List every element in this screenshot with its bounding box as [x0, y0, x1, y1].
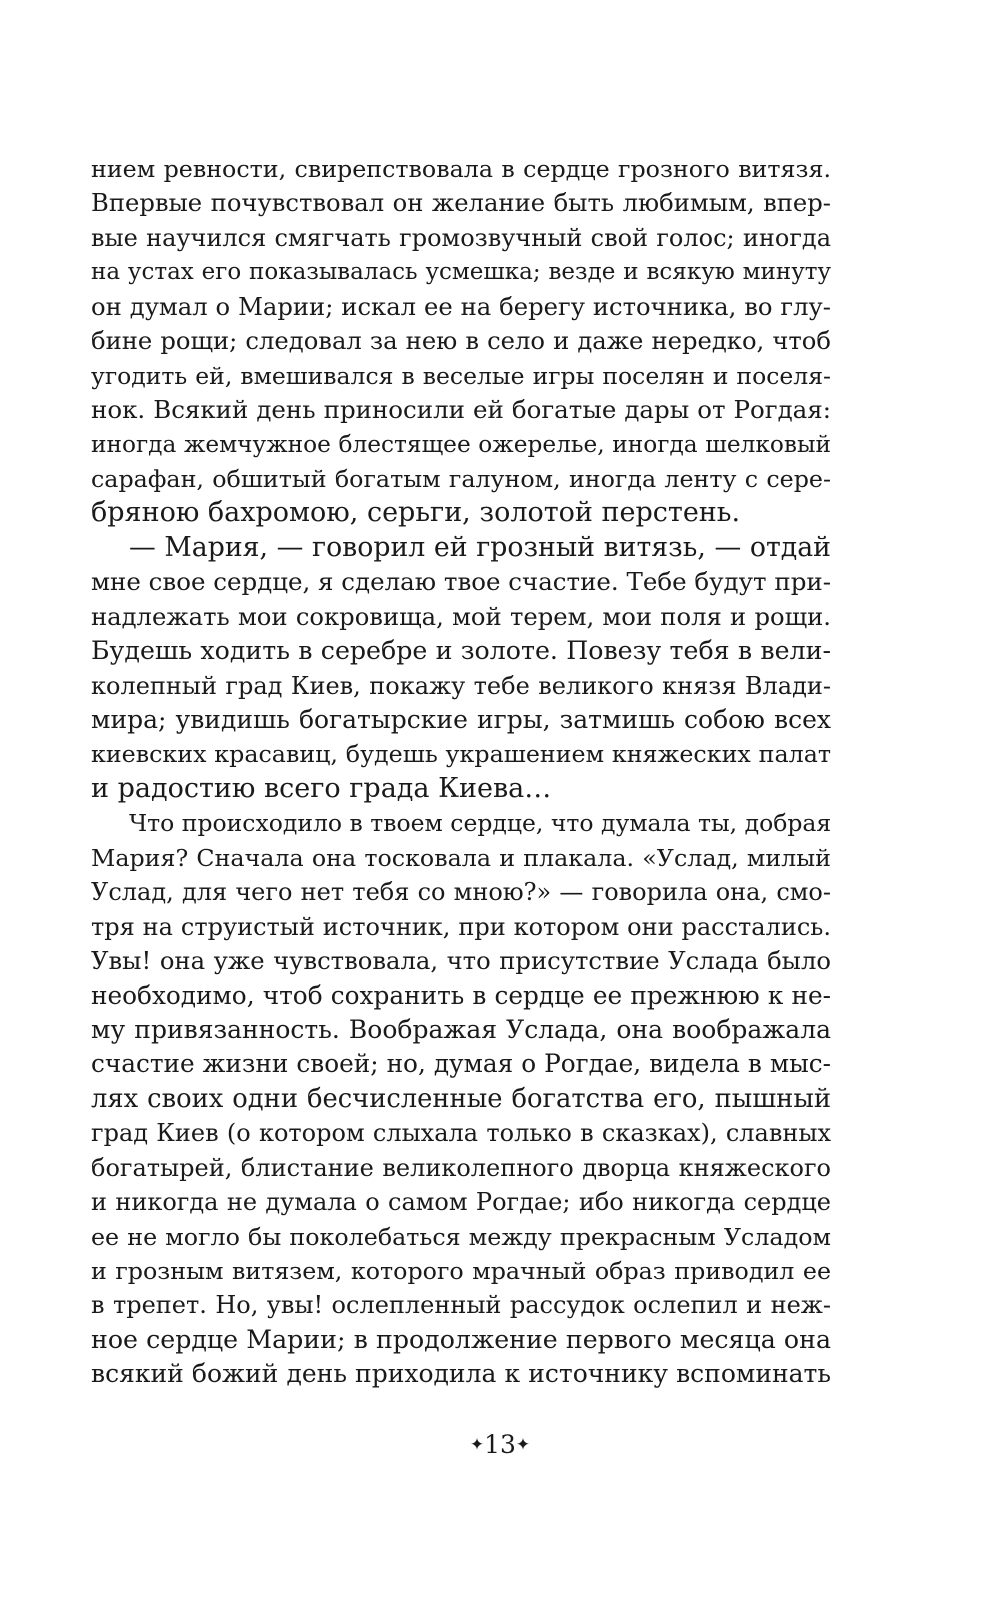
text-line: бряною бахромою, серьги, золотой перстень. — [91, 497, 741, 529]
text-line: нок. Всякий день приносили ей богатые дары от Рогдая: — [91, 395, 831, 425]
star-ornament-icon: ✦ — [469, 1435, 485, 1455]
text-line: и грозным витязем, которого мрачный образ приводил ее — [91, 1257, 831, 1285]
text-line: богатырей, блистание великолепного дворца княжеского — [91, 1153, 831, 1182]
paragraph — [91, 152, 831, 531]
paragraph — [91, 531, 831, 807]
text-line: всякий божий день приходила к источнику вспоминать — [91, 1359, 831, 1389]
text-line: угодить ей, вмешивался в веселые игры поселян и поселя- — [91, 361, 831, 390]
star-ornament-icon: ✦ — [515, 1435, 531, 1455]
text-line: мира; увидишь богатырские игры, затмишь собою всех — [91, 705, 831, 734]
page-number-folio — [0, 1430, 1000, 1460]
text-line: он думал о Марии; искал ее на берегу источника, во глу- — [91, 291, 831, 321]
text-line: сарафан, обшитый богатым галуном, иногда ленту с сере- — [91, 464, 831, 493]
text-line: Впервые почувствовал он желание быть любимым, впер- — [91, 188, 831, 218]
text-line: ее не могло бы поколебаться между прекрасным Усладом — [91, 1222, 831, 1251]
text-line: киевских красавиц, будешь украшением княжеских палат — [91, 740, 831, 769]
text-line: счастие жизни своей; но, думая о Рогдае, видела в мыс- — [91, 1049, 831, 1079]
text-line: Что происходило в твоем сердце, что думала ты, добрая — [129, 809, 832, 838]
text-line: — Мария, — говорил ей грозный витязь, — отдай — [129, 531, 831, 563]
text-line: град Киев (о котором слыхала только в сказках), славных — [91, 1119, 831, 1148]
page-number: 13 — [484, 1430, 516, 1459]
text-line: Увы! она уже чувствовала, что присутствие Услада было — [91, 946, 831, 976]
text-line: бине рощи; следовал за нею в село и даже нередко, чтоб — [91, 326, 831, 356]
body-text — [91, 152, 831, 1392]
text-line: Будешь ходить в серебре и золоте. Повезу тебя в вели- — [91, 636, 831, 666]
text-line: му привязанность. Воображая Услада, она воображала — [91, 1014, 831, 1044]
text-line: в трепет. Но, увы! ослепленный рассудок ослепил и неж- — [91, 1291, 831, 1320]
text-line: Услад, для чего нет тебя со мною?» — говорила она, смо- — [91, 878, 831, 907]
text-line: надлежать мои сокровища, мой терем, мои поля и рощи. — [91, 601, 831, 631]
text-line: нием ревности, свирепствовала в сердце грозного витязя. — [91, 155, 831, 183]
text-line: лях своих одни бесчисленные богатства его, пышный — [91, 1083, 831, 1114]
text-line: мне свое сердце, я сделаю твое счастие. Тебе будут при- — [91, 567, 831, 597]
text-line: иногда жемчужное блестящее ожерелье, иногда шелковый — [91, 430, 831, 458]
text-line: колепный град Киев, покажу тебе великого князя Влади- — [91, 671, 831, 700]
text-line: Мария? Сначала она тосковала и плакала. «Услад, милый — [91, 843, 831, 872]
text-line: и никогда не думала о самом Рогдае; ибо никогда сердце — [91, 1188, 831, 1217]
text-line: вые научился смягчать громозвучный свой голос; иногда — [91, 223, 831, 252]
text-line: ное сердце Марии; в продолжение первого месяца она — [91, 1324, 831, 1354]
paragraph — [91, 806, 831, 1391]
text-line: тря на струистый источник, при котором они расстались. — [91, 912, 831, 941]
text-line: и радостию всего града Киева… — [91, 772, 552, 804]
text-line: на устах его показывалась усмешка; везде и всякую минуту — [91, 259, 831, 286]
text-line: необходимо, чтоб сохранить в сердце ее прежнюю к не- — [91, 980, 831, 1010]
